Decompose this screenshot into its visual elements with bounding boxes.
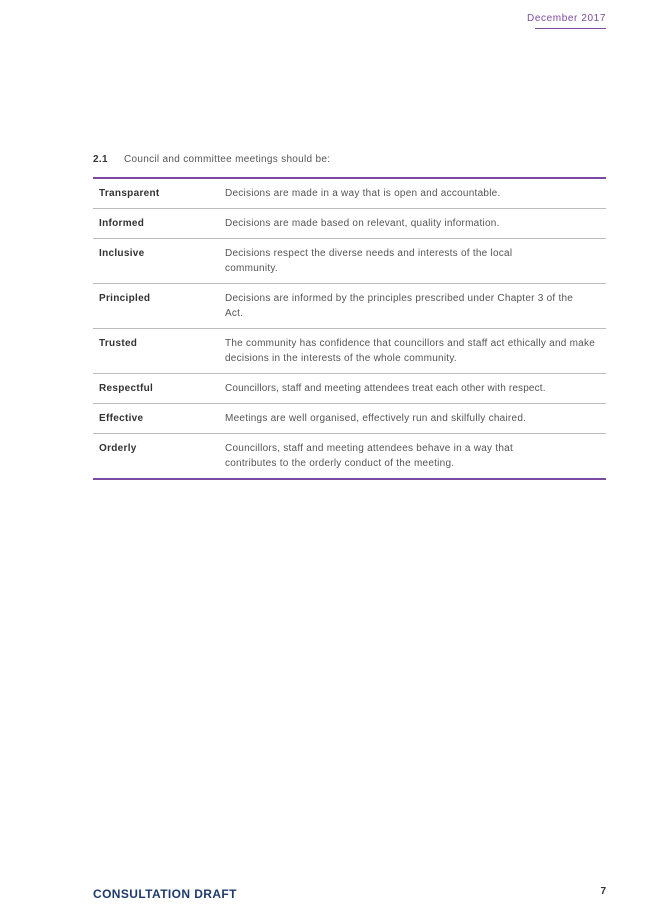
table-row xyxy=(93,374,606,404)
section-number: 2.1 xyxy=(93,154,108,165)
principle-description-text: Decisions are informed by the principles prescribed under Chapter 3 of the Act. xyxy=(225,293,574,319)
principle-description: Decisions are made based on relevant, quality information. xyxy=(225,209,606,239)
table-row xyxy=(93,434,606,480)
table-row xyxy=(93,239,606,284)
principle-description xyxy=(225,434,606,480)
principle-term: Respectful xyxy=(93,374,225,404)
principle-description xyxy=(225,239,606,284)
principles-table xyxy=(93,177,606,480)
principle-term: Effective xyxy=(93,404,225,434)
principle-term: Trusted xyxy=(93,329,225,374)
table-row xyxy=(93,284,606,329)
principle-term: Orderly xyxy=(99,443,137,454)
section-intro-text: Council and committee meetings should be: xyxy=(124,154,331,165)
principle-term: Principled xyxy=(93,284,225,329)
principle-description-text: Councillors, staff and meeting attendees behave in a way that contributes to the orderly conduct of the meeting. xyxy=(225,443,514,469)
header-divider xyxy=(535,28,606,29)
principle-term: Informed xyxy=(93,209,225,239)
principle-description: Meetings are well organised, effectively run and skilfully chaired. xyxy=(225,404,606,434)
principle-description: Councillors, staff and meeting attendees treat each other with respect. xyxy=(225,374,606,404)
principle-description: Decisions are made in a way that is open and accountable. xyxy=(225,178,606,209)
principle-description-text: Decisions respect the diverse needs and interests of the local community. xyxy=(225,248,513,274)
footer-draft-label: CONSULTATION DRAFT xyxy=(93,887,237,901)
header-date: December 2017 xyxy=(527,13,606,24)
principle-description: The community has confidence that councillors and staff act ethically and make decisions in the interests of the whole community. xyxy=(225,329,606,374)
page-number: 7 xyxy=(600,886,606,897)
table-row xyxy=(93,178,606,209)
section-intro xyxy=(93,154,330,165)
table-row xyxy=(93,329,606,374)
principle-term: Inclusive xyxy=(93,239,225,284)
table-row xyxy=(93,209,606,239)
principle-term: Transparent xyxy=(93,178,225,209)
principle-description xyxy=(225,284,606,329)
table-row xyxy=(93,404,606,434)
